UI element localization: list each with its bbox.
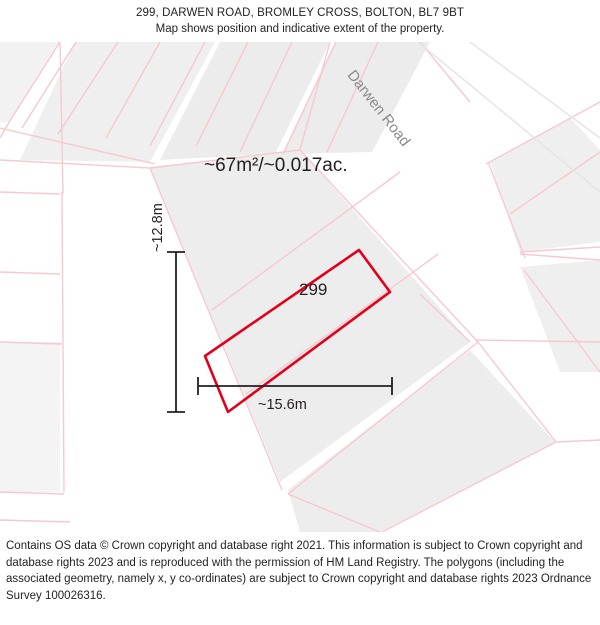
page-title: 299, DARWEN ROAD, BROMLEY CROSS, BOLTON, BL7 9BT xyxy=(136,7,464,19)
land-parcels-fill xyxy=(0,42,600,532)
copyright-footer: Contains OS data © Crown copyright and database right 2021. This information is subject to Crown copyright and database rights 2023 and is reproduced with the permission of HM Land Registry. The polygons (including the associated geometry, namely x, y co-ordinates) are subject to Crown copyright and database rights 2023 Ordnance Survey 100026316. xyxy=(6,540,592,602)
page-subtitle: Map shows position and indicative extent of the property. xyxy=(155,23,445,35)
map-canvas[interactable] xyxy=(0,42,600,532)
height-measurement-label: ~12.8m xyxy=(150,203,166,252)
map-header xyxy=(0,0,600,42)
width-measurement-label: ~15.6m xyxy=(258,397,307,413)
area-label: ~67m²/~0.017ac. xyxy=(204,155,348,176)
plot-number-label: 299 xyxy=(299,280,328,299)
road-name-label: Darwen Road xyxy=(343,67,414,150)
map-vector-layer xyxy=(0,42,600,532)
height-dimension-line xyxy=(167,252,185,412)
